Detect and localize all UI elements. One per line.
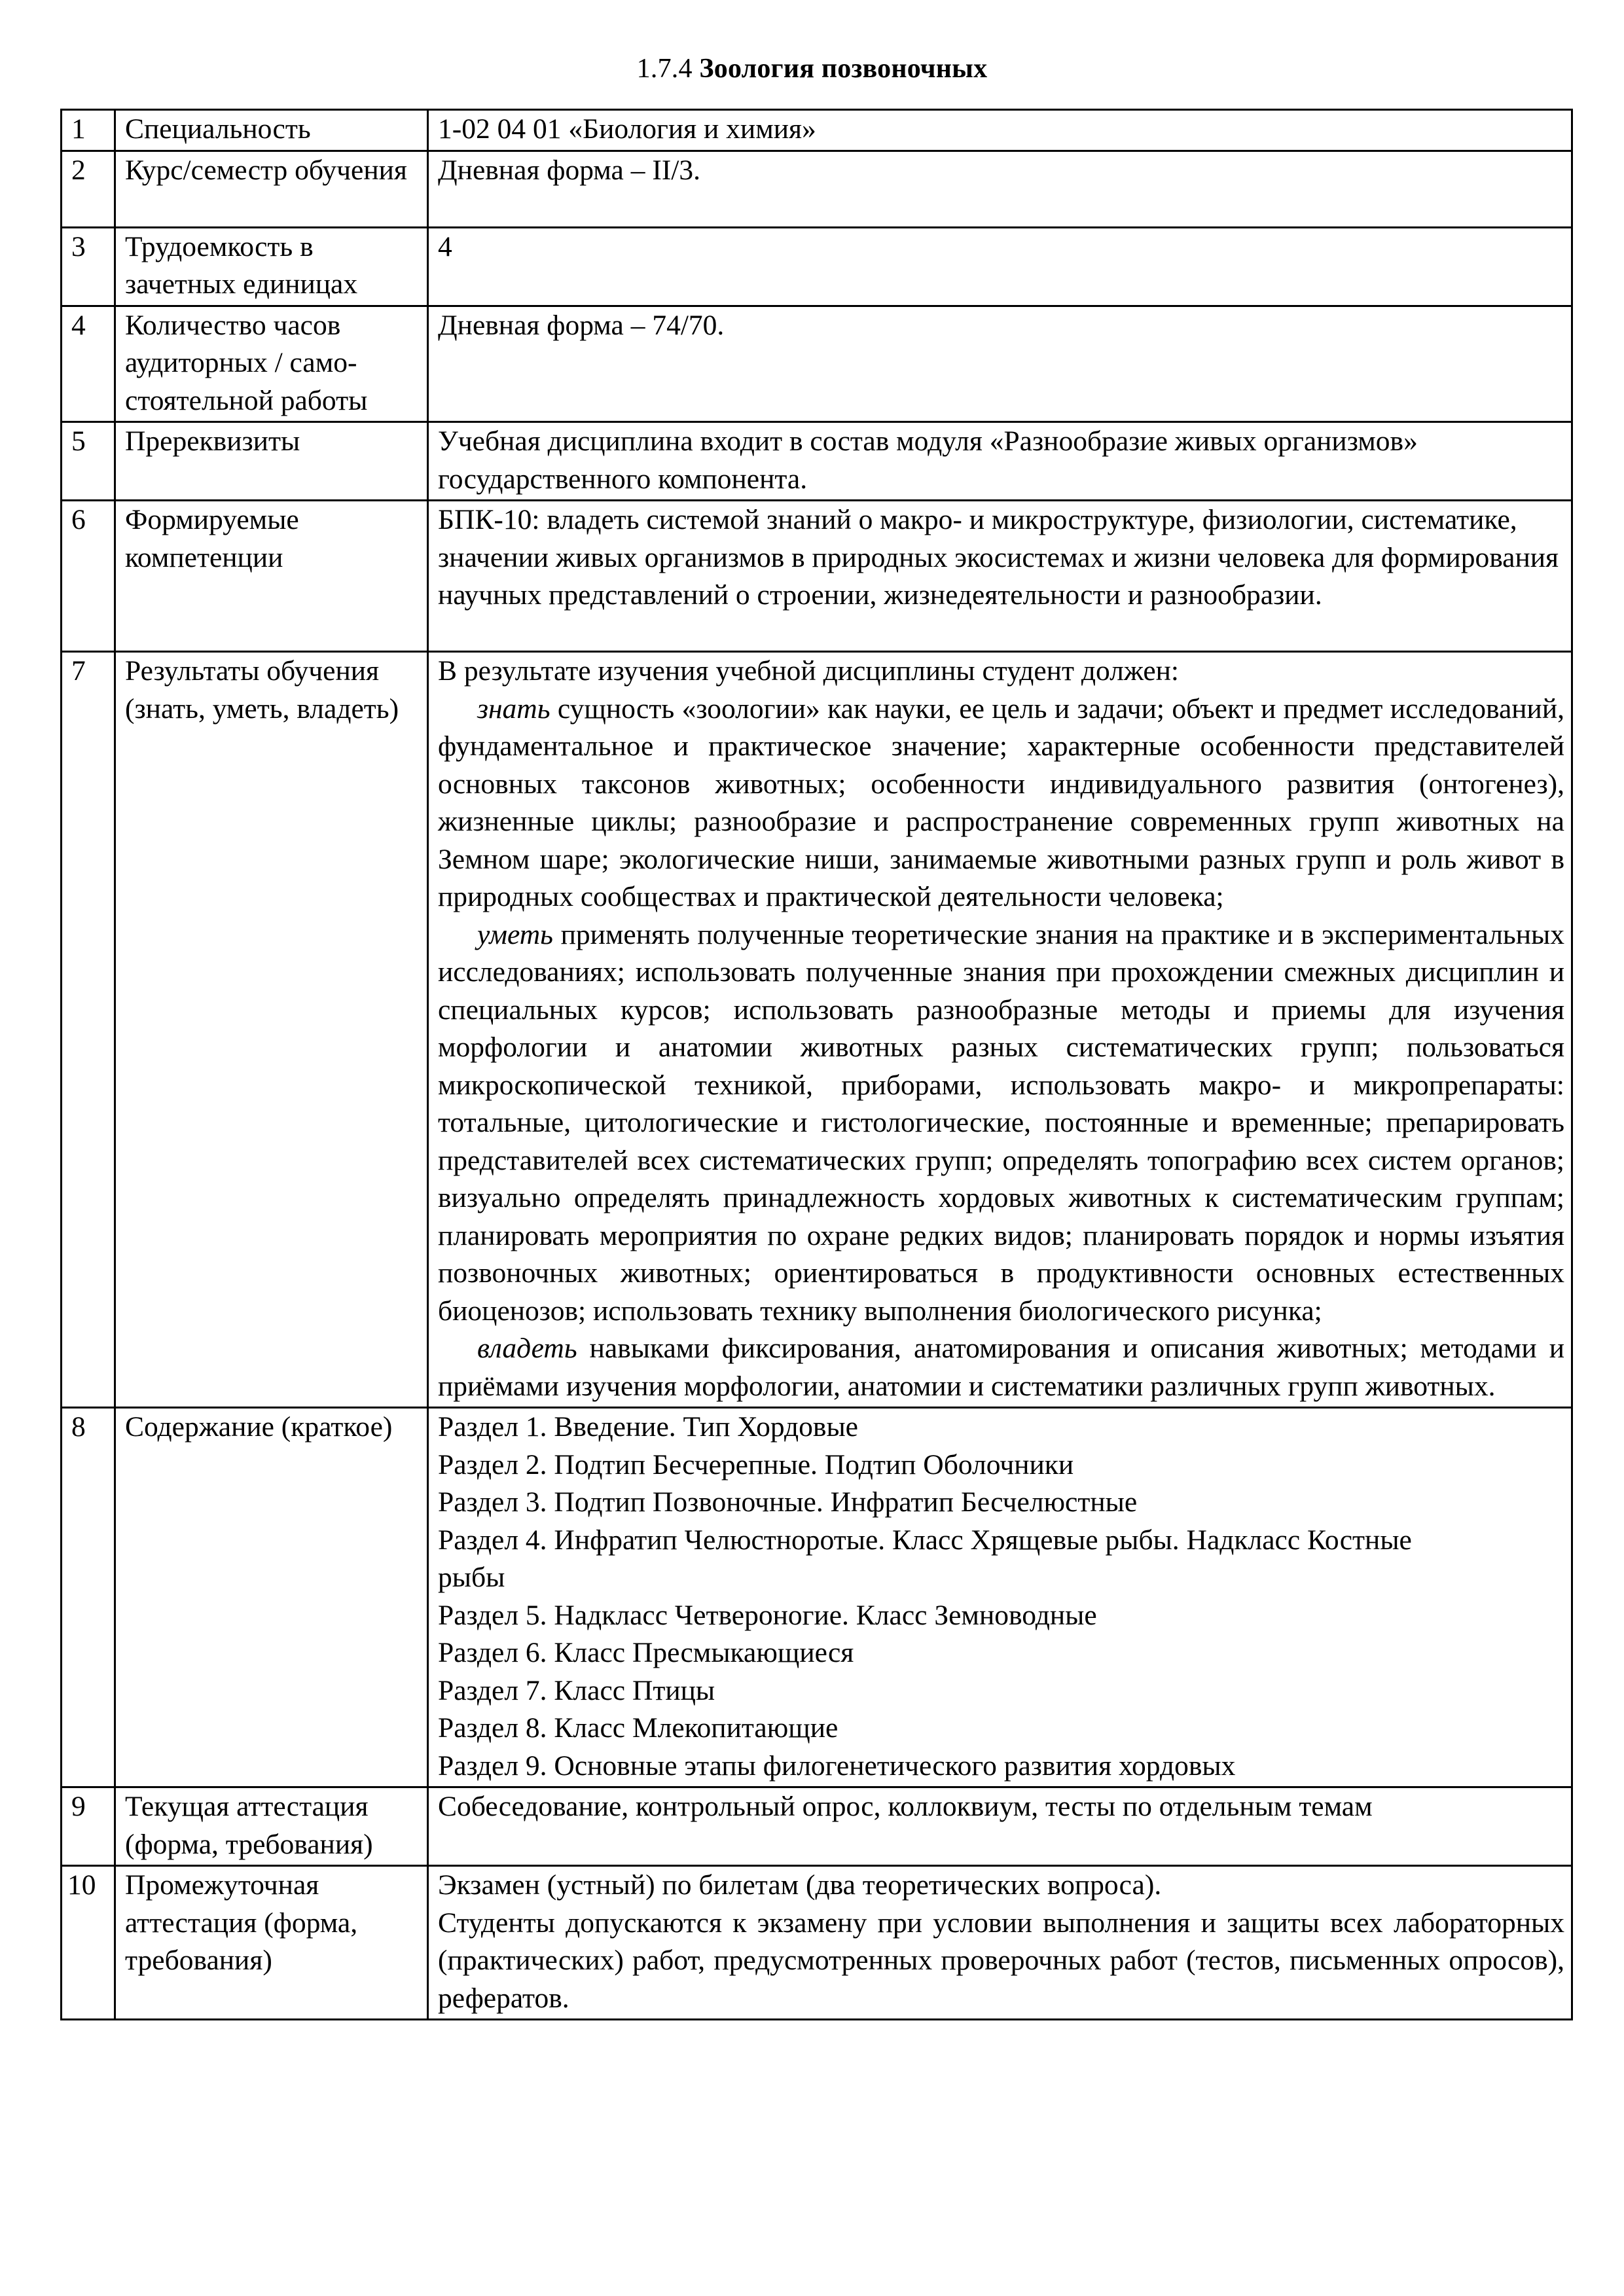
section-item: Раздел 6. Класс Пресмыкающиеся bbox=[438, 1637, 854, 1668]
row-number: 9 bbox=[62, 1787, 115, 1866]
row-label: Текущая аттестация (форма, требования) bbox=[115, 1787, 428, 1866]
row-number: 6 bbox=[62, 501, 115, 652]
outcome-know bbox=[438, 691, 1564, 916]
table-row bbox=[62, 422, 1572, 501]
row-label: Специальность bbox=[115, 110, 428, 151]
outcome-can bbox=[438, 916, 1564, 1331]
section-item: Раздел 7. Класс Птицы bbox=[438, 1674, 715, 1706]
can-keyword: уметь bbox=[477, 918, 553, 950]
know-text: сущность «зоологии» как науки, ее цель и задачи; объект и предмет исследований, фундаментальное и практическое значение; характерные особенности представителей основных таксонов животных; особенности индивидуального развития (онтогенез), жизненные циклы; разнообразие и распространение современных групп животных на Земном шаре; экологические ниши, занимаемые животными разных групп и роль живот в природных сообществах и практической деятельности человека; bbox=[438, 692, 1564, 912]
table-row bbox=[62, 652, 1572, 1408]
outcomes-intro: В результате изучения учебной дисциплины студент должен: bbox=[438, 655, 1180, 687]
intermediate-attestation bbox=[428, 1866, 1572, 2020]
table-row bbox=[62, 110, 1572, 151]
row-number: 1 bbox=[62, 110, 115, 151]
exam-line: Экзамен (устный) по билетам (два теоретических вопроса). bbox=[438, 1869, 1162, 1901]
row-value: Учебная дисциплина входит в состав модуля «Разнообразие живых организмов» государственного компонента. bbox=[428, 422, 1572, 501]
row-value: Собеседование, контрольный опрос, коллоквиум, тесты по отдельным темам bbox=[428, 1787, 1572, 1866]
row-label: Количество часов аудиторных / само-стоятельной работы bbox=[115, 306, 428, 422]
row-label: Трудоемкость в зачетных единицах bbox=[115, 227, 428, 306]
title-number: 1.7.4 bbox=[636, 54, 693, 84]
row-label: Промежуточная аттестация (форма, требования) bbox=[115, 1866, 428, 2020]
row-value: БПК-10: владеть системой знаний о макро- и микроструктуре, физиологии, систематике, значении живых организмов в природных экосистемах и жизни человека для формирования научных представлений о строении, жизнедеятельности и разнообразии. bbox=[428, 501, 1572, 652]
outcome-own bbox=[438, 1330, 1564, 1405]
own-text: навыками фиксирования, анатомирования и описания животных; методами и приёмами изучения морфологии, анатомии и систематики различных групп животных. bbox=[438, 1333, 1564, 1402]
know-keyword: знать bbox=[477, 692, 550, 725]
row-label: Пререквизиты bbox=[115, 422, 428, 501]
learning-outcomes bbox=[428, 652, 1572, 1408]
row-number: 5 bbox=[62, 422, 115, 501]
can-text: применять полученные теоретические знания на практике и в экспериментальных исследованиях; использовать полученные знания при прохождении смежных дисциплин и специальных курсов; использовать разнообразные методы и приемы для изучения морфологии и анатомии животных разных систематических групп; пользоваться микроскопической техникой, приборами, использовать макро- и микропрепараты: тотальные, цитологические и гистологические, постоянные и временные; препарировать представителей всех систематических групп; определять топографию всех систем органов; визуально определять принадлежность хордовых животных к систематическим группам; планировать мероприятия по охране редких видов; планировать порядок и нормы изъятия позвоночных животных; ориентироваться в продуктивности основных естественных биоценозов; использовать технику выполнения биологического рисунка; bbox=[438, 918, 1564, 1327]
row-label: Курс/семестр обучения bbox=[115, 151, 428, 227]
row-number: 4 bbox=[62, 306, 115, 422]
row-value: 1-02 04 01 «Биология и химия» bbox=[428, 110, 1572, 151]
row-value: Дневная форма – 74/70. bbox=[428, 306, 1572, 422]
table-row bbox=[62, 1408, 1572, 1787]
row-number: 10 bbox=[62, 1866, 115, 2020]
row-number: 2 bbox=[62, 151, 115, 227]
table-row bbox=[62, 1866, 1572, 2020]
table-row bbox=[62, 151, 1572, 227]
section-item: Раздел 2. Подтип Бесчерепные. Подтип Оболочники bbox=[438, 1448, 1074, 1480]
row-number: 8 bbox=[62, 1408, 115, 1787]
row-label: Формируемые компетенции bbox=[115, 501, 428, 652]
course-info-table bbox=[60, 109, 1573, 2020]
table-row bbox=[62, 306, 1572, 422]
section-item: Раздел 1. Введение. Тип Хордовые bbox=[438, 1411, 858, 1443]
section-item: Раздел 8. Класс Млекопитающие bbox=[438, 1712, 839, 1744]
row-number: 7 bbox=[62, 652, 115, 1408]
row-value: Дневная форма – II/3. bbox=[428, 151, 1572, 227]
section-item: Раздел 3. Подтип Позвоночные. Инфратип Бесчелюстные bbox=[438, 1486, 1138, 1518]
table-row bbox=[62, 501, 1572, 652]
row-value: 4 bbox=[428, 227, 1572, 306]
table-row bbox=[62, 1787, 1572, 1866]
row-label: Результаты обучения (знать, уметь, владеть) bbox=[115, 652, 428, 1408]
admission-text: Студенты допускаются к экзамену при условии выполнения и защиты всех лабораторных (практических) работ, предусмотренных проверочных работ (тестов, письменных опросов), рефератов. bbox=[438, 1907, 1564, 2014]
section-item: Раздел 9. Основные этапы филогенетического развития хордовых bbox=[438, 1749, 1236, 1782]
row-label: Содержание (краткое) bbox=[115, 1408, 428, 1787]
row-number: 3 bbox=[62, 227, 115, 306]
section-item: Раздел 4. Инфратип Челюстноротые. Класс Хрящевые рыбы. Надкласс Костные рыбы bbox=[438, 1524, 1412, 1593]
title-name: Зоология позвоночных bbox=[699, 54, 988, 84]
document-title bbox=[0, 51, 1624, 86]
content-sections bbox=[428, 1408, 1572, 1787]
table-row bbox=[62, 227, 1572, 306]
section-item: Раздел 5. Надкласс Четвероногие. Класс Земноводные bbox=[438, 1599, 1097, 1631]
own-keyword: владеть bbox=[477, 1333, 577, 1364]
